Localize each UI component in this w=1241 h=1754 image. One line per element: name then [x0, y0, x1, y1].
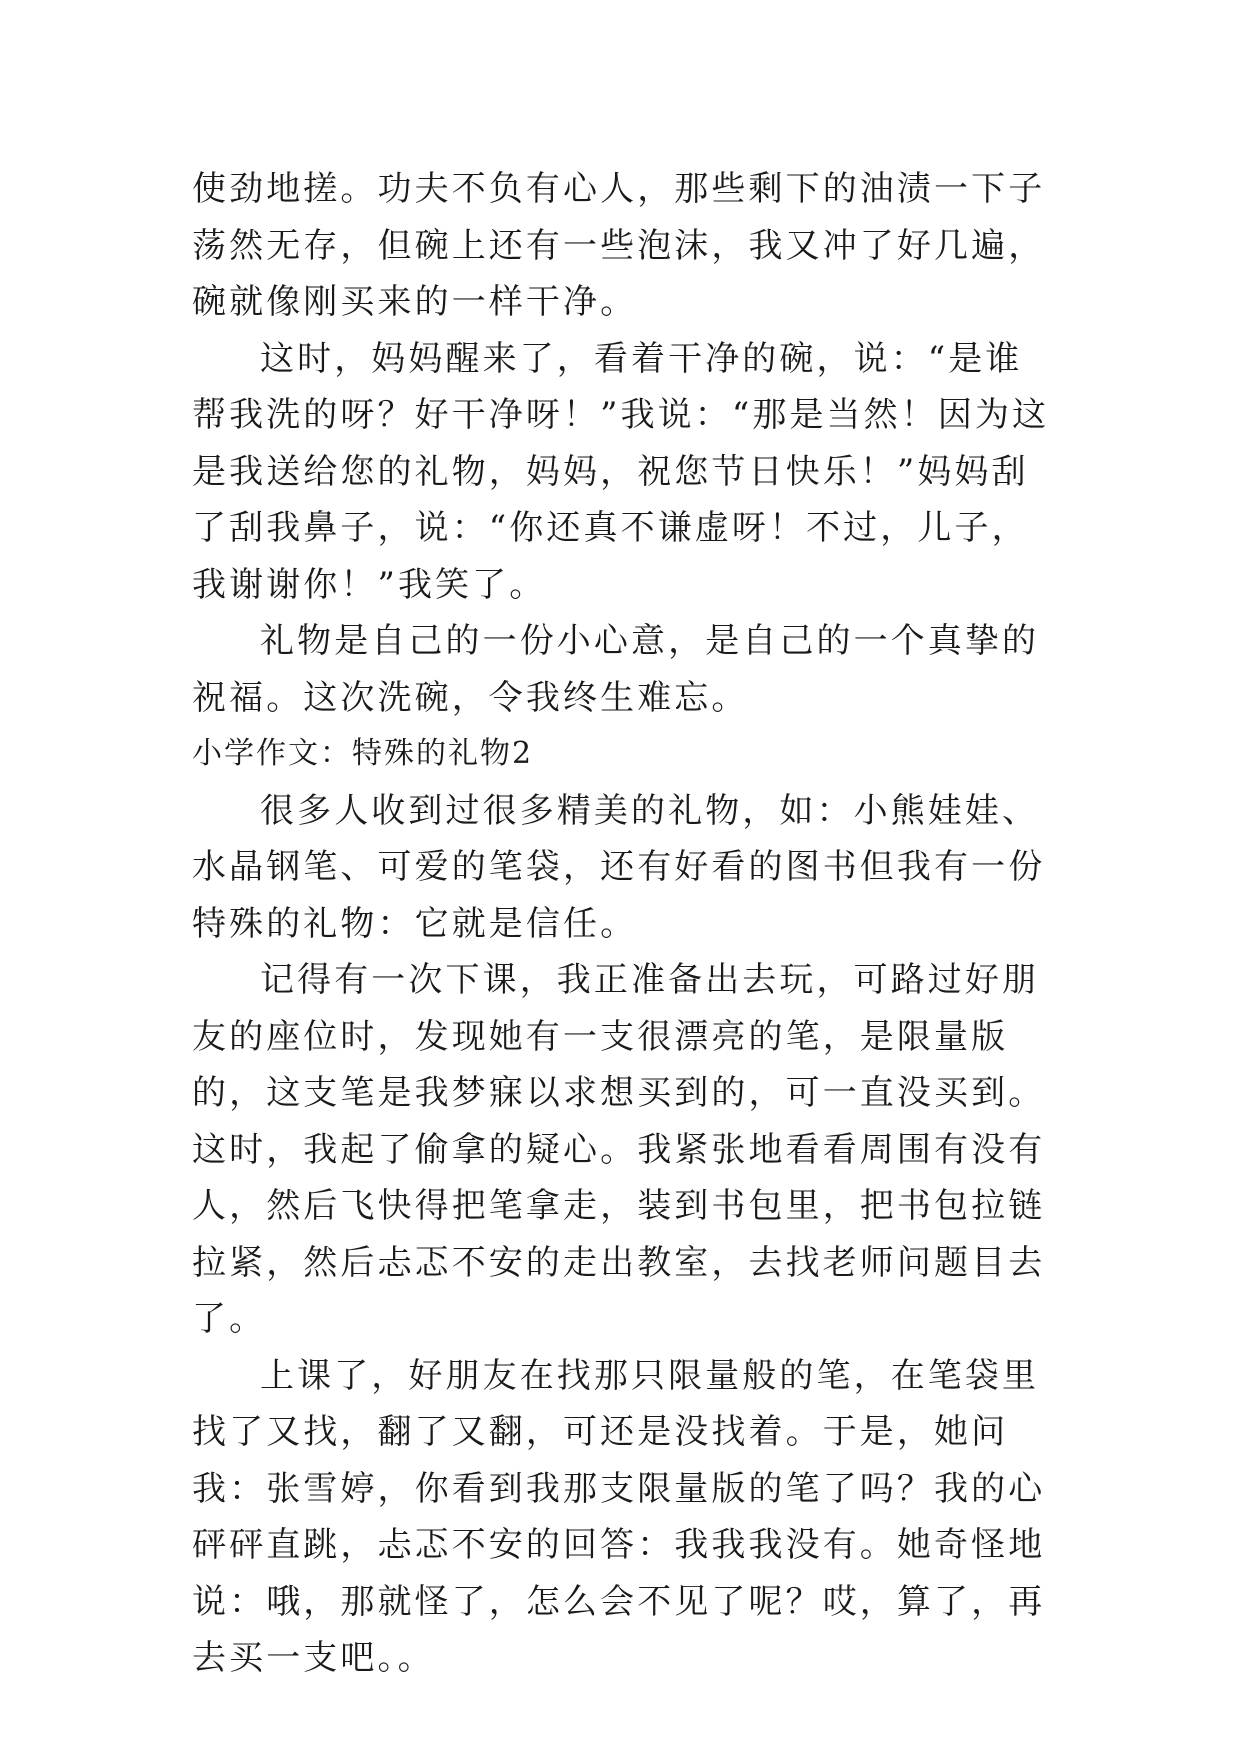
paragraph-friend-asks: 上课了，好朋友在找那只限量般的笔，在笔袋里找了又找，翻了又翻，可还是没找着。于是，她问我：张雪婷，你看到我那支限量版的笔了吗？我的心砰砰直跳，忐忑不安的回答：我我我没有。她奇怪地说：哦，那就怪了，怎么会不见了呢？哎，算了，再去买一支吧。。: [192, 1355, 1046, 1678]
paragraph-continuation: 使劲地搓。功夫不负有心人，那些剩下的油渍一下子荡然无存，但碗上还有一些泡沫，我又冲了好几遍，碗就像刚买来的一样干净。: [192, 169, 1046, 322]
paragraph-trust-gift: 很多人收到过很多精美的礼物，如：小熊娃娃、水晶钢笔、可爱的笔袋，还有好看的图书但我有一份特殊的礼物：它就是信任。: [192, 790, 1046, 944]
paragraph-gift-reflection: 礼物是自己的一份小心意，是自己的一个真挚的祝福。这次洗碗，令我终生难忘。: [192, 621, 1040, 718]
essay-title: 小学作文：特殊的礼物2: [192, 736, 534, 771]
paragraph-mom-wakes: 这时，妈妈醒来了，看着干净的碗，说：“是谁帮我洗的呀？好干净呀！”我说：“那是当然！因为这是我送给您的礼物，妈妈，祝您节日快乐！”妈妈刮了刮我鼻子，说：“你还真不谦虚呀！不过，儿子，我谢谢你！”我笑了。: [192, 338, 1050, 605]
document-body: [192, 161, 1052, 1687]
paragraph-taking-pen: 记得有一次下课，我正准备出去玩，可路过好朋友的座位时，发现她有一支很漂亮的笔，是限量版的，这支笔是我梦寐以求想买到的，可一直没买到。这时，我起了偷拿的疑心。我紧张地看看周围有没有人，然后飞快得把笔拿走，装到书包里，把书包拉链拉紧，然后忐忑不安的走出教室，去找老师问题目去了。: [192, 960, 1046, 1339]
